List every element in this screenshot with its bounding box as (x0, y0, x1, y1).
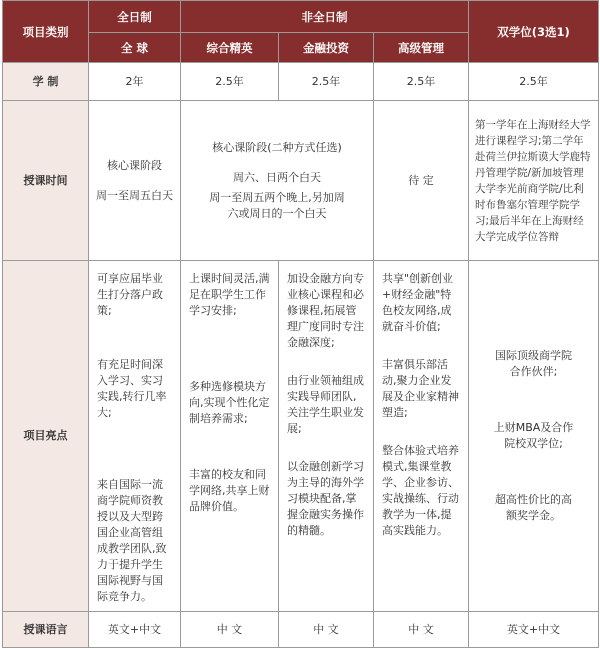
highlights-elite (181, 261, 279, 612)
schedule-fulltime (89, 101, 181, 261)
program-elite-header: 综合精英 (181, 33, 279, 63)
highlight-item: 丰富的校友和同学网络,共享上财品牌价值。 (189, 468, 270, 513)
highlights-fulltime (89, 261, 181, 612)
schedule-parttime-title: 核心课阶段(二种方式任选) (212, 140, 342, 154)
highlight-item: 由行业领袖组成实践导师团队,关注学生职业发展; (287, 374, 364, 435)
duration-finance: 2.5年 (279, 63, 374, 101)
language-global: 英文+中文 (89, 612, 181, 648)
schedule-fulltime-title: 核心课阶段 (107, 158, 162, 172)
category-header: 项目类别 (3, 1, 89, 63)
highlight-item: 以金融创新学习为主导的海外学习模块配备,掌握金融实务操作的精髓。 (287, 460, 364, 537)
highlights-dual (469, 261, 599, 612)
language-finance: 中 文 (279, 612, 374, 648)
highlight-item: 来自国际一流商学院师资教授以及大型跨国企业高管组成教学团队,致力于提升学生国际视野与国际竞争力。 (97, 478, 167, 603)
highlight-item: 加设金融方向专业核心课程和必修课程,拓展管理广度同时专注金融深度; (287, 272, 364, 349)
program-global-header: 全 球 (89, 33, 181, 63)
schedule-fulltime-detail: 周一至周五白天 (96, 188, 173, 202)
schedule-parttime-option2: 周一至周五两个晚上,另加周六或周日的一个白天 (209, 190, 345, 220)
program-finance-header: 金融投资 (279, 33, 374, 63)
highlight-item: 上课时间灵活,满足在职学生工作学习安排; (189, 272, 270, 317)
highlight-item: 超高性价比的高额奖学金。 (495, 493, 573, 522)
language-dual: 英文+中文 (469, 612, 599, 648)
highlight-item: 可享应届毕业生打分落户政策; (97, 272, 163, 317)
highlight-item: 丰富俱乐部活动,聚力企业发展及企业家精神塑造; (382, 358, 459, 419)
duration-exec: 2.5年 (374, 63, 469, 101)
duration-dual: 2.5年 (469, 63, 599, 101)
highlight-item: 上财MBA及合作院校双学位; (493, 421, 574, 450)
highlights-exec (374, 261, 469, 612)
dual-degree-header: 双学位(3选1) (469, 1, 599, 63)
highlights-finance (279, 261, 374, 612)
program-exec-header: 高级管理 (374, 33, 469, 63)
highlight-item: 多种选修模块方向,实现个性化定制培养需求; (189, 380, 270, 425)
mba-program-comparison-table (2, 0, 599, 648)
highlights-label: 项目亮点 (3, 261, 89, 612)
schedule-label: 授课时间 (3, 101, 89, 261)
language-exec: 中 文 (374, 612, 469, 648)
schedule-parttime-option1: 周六、日两个白天 (233, 170, 321, 184)
parttime-header: 非全日制 (181, 1, 469, 33)
highlight-item: 国际顶级商学院合作伙伴; (495, 349, 573, 378)
schedule-exec: 待 定 (374, 101, 469, 261)
fulltime-header: 全日制 (89, 1, 181, 33)
schedule-dual: 第一学年在上海财经大学进行课程学习;第二学年赴荷兰伊拉斯谟大学鹿特丹管理学院/新加坡管理大学李光前商学院/比利时布鲁塞尔管理学院学习;最后半年在上海财经大学完成学位答辩 (469, 101, 599, 261)
highlight-item: 共享"创新创业+财经金融"特色校友网络,成就奋斗价值; (382, 272, 454, 333)
language-elite: 中 文 (181, 612, 279, 648)
duration-label: 学 制 (3, 63, 89, 101)
schedule-parttime (181, 101, 374, 261)
highlight-item: 整合体验式培养模式,集课堂教学、企业参访、实战操练、行动教学为一体,提高实践能力。 (382, 444, 459, 537)
highlight-item: 有充足时间深入学习、实习实践,转行几率大; (97, 358, 167, 419)
language-label: 授课语言 (3, 612, 89, 648)
duration-global: 2年 (89, 63, 181, 101)
duration-elite: 2.5年 (181, 63, 279, 101)
